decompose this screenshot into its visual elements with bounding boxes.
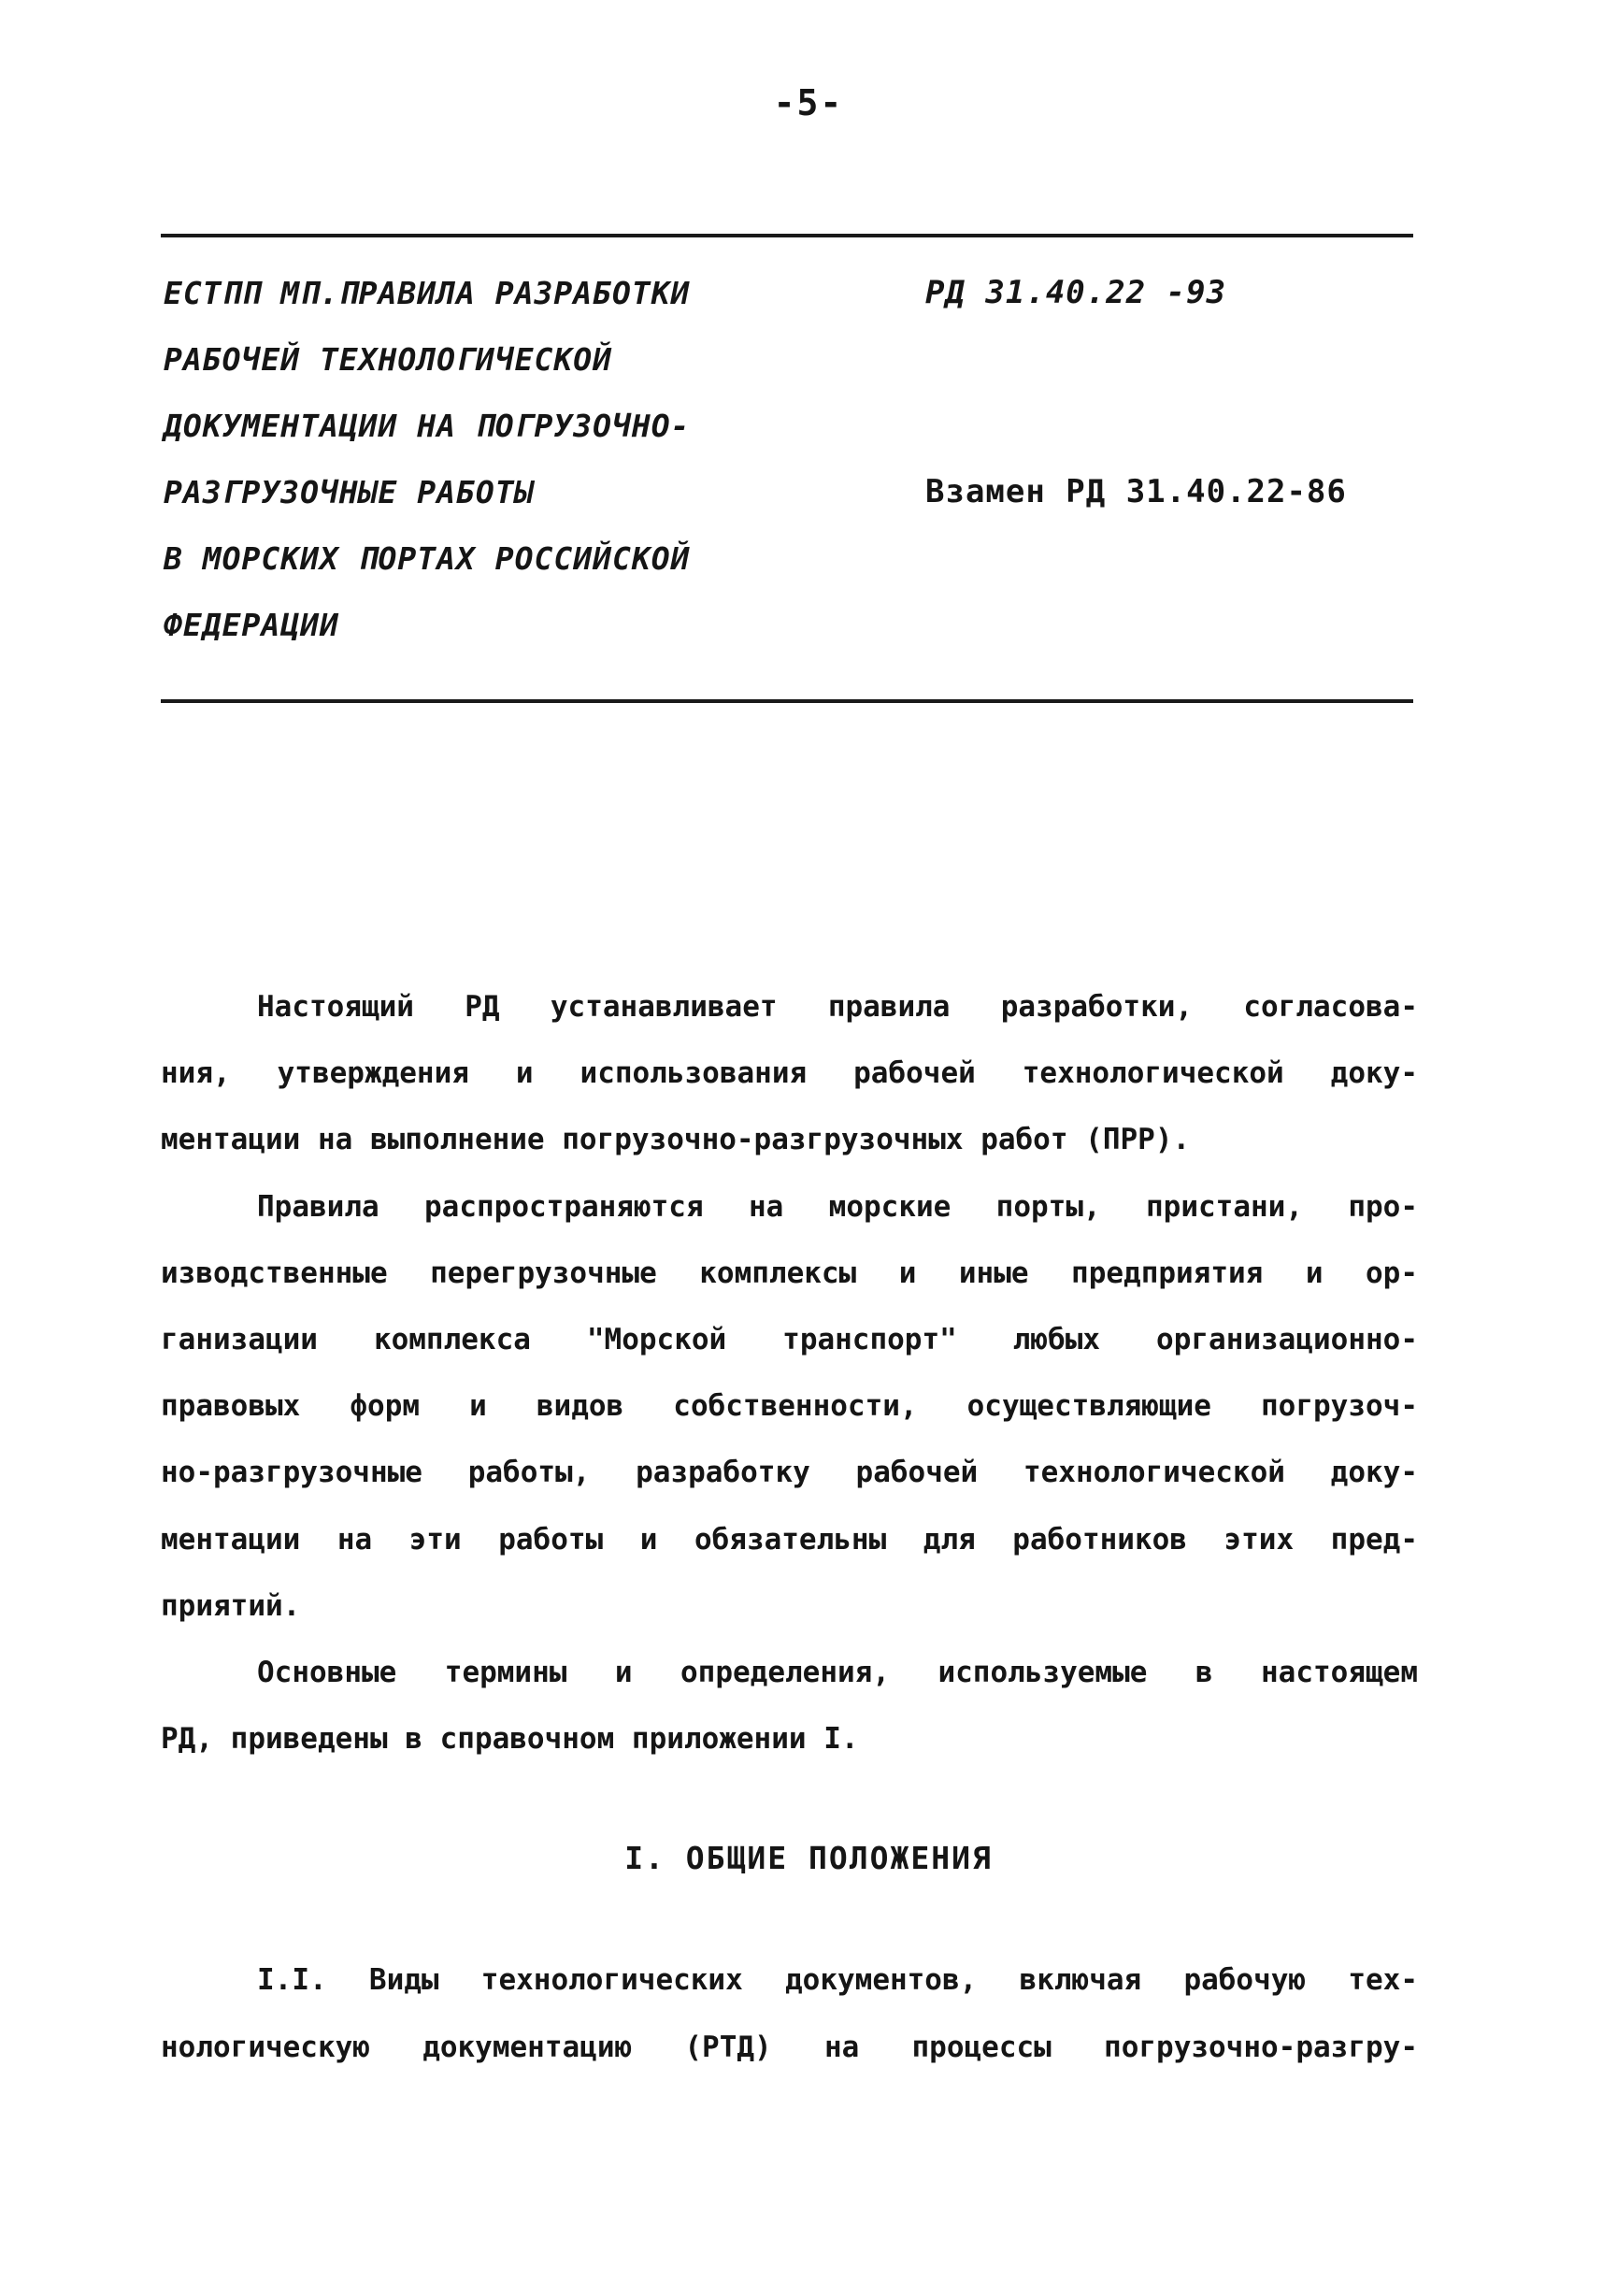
text-line: РД, приведены в справочном приложении I.	[161, 1722, 859, 1757]
title-line: ДОКУМЕНТАЦИИ НА ПОГРУЗОЧНО-	[164, 408, 691, 444]
text-line: изводственные перегрузочные комплексы и иные предприятия и ор-	[161, 1256, 1418, 1290]
document-code: РД 31.40.22 -93	[925, 274, 1227, 311]
intro-paragraph-terms	[161, 1640, 1418, 1772]
text-line: правовых форм и видов собственности, осуществляющие погрузоч-	[161, 1389, 1418, 1424]
title-line: ЕСТПП МП.ПРАВИЛА РАЗРАБОТКИ	[164, 275, 691, 311]
header-bottom-rule	[161, 699, 1413, 703]
text-line: Настоящий РД устанавливает правила разработки, согласова-	[257, 990, 1418, 1024]
text-line: I.I. Виды технологических документов, включая рабочую тех-	[257, 1963, 1418, 1997]
section-title: I. ОБЩИЕ ПОЛОЖЕНИЯ	[624, 1840, 993, 1876]
clause-1-1	[161, 1946, 1418, 2081]
text-line: но-разгрузочные работы, разработку рабочей технологической доку-	[161, 1456, 1418, 1490]
text-line: Правила распространяются на морские порты, пристани, про-	[257, 1189, 1418, 1224]
text-line: Основные термины и определения, используемые в настоящем	[257, 1656, 1418, 1690]
intro-paragraph-applicability	[161, 1174, 1418, 1640]
text-line: ментации на эти работы и обязательны для работников этих пред-	[161, 1522, 1418, 1557]
text-line: ментации на выполнение погрузочно-разгрузочных работ (ПРР).	[161, 1123, 1191, 1157]
intro-text	[161, 974, 1418, 1772]
header-top-rule	[161, 234, 1413, 237]
title-line: РАБОЧЕЙ ТЕХНОЛОГИЧЕСКОЙ	[164, 341, 612, 378]
text-line: нологическую документацию (РТД) на процессы погрузочно-разгру-	[161, 2031, 1418, 2064]
text-line: приятий.	[161, 1588, 301, 1623]
intro-paragraph-scope	[161, 974, 1418, 1174]
title-line: В МОРСКИХ ПОРТАХ РОССИЙСКОЙ	[164, 540, 691, 577]
page-number: -5-	[773, 82, 844, 123]
document-title	[164, 260, 930, 658]
text-line: ния, утверждения и использования рабочей технологической доку-	[161, 1056, 1418, 1091]
replaces-note: Взамен РД 31.40.22-86	[925, 473, 1347, 510]
text-line: ганизации комплекса "Морской транспорт" любых организационно-	[161, 1323, 1418, 1357]
title-line: ФЕДЕРАЦИИ	[164, 607, 339, 643]
title-line: РАЗГРУЗОЧНЫЕ РАБОТЫ	[164, 474, 535, 510]
